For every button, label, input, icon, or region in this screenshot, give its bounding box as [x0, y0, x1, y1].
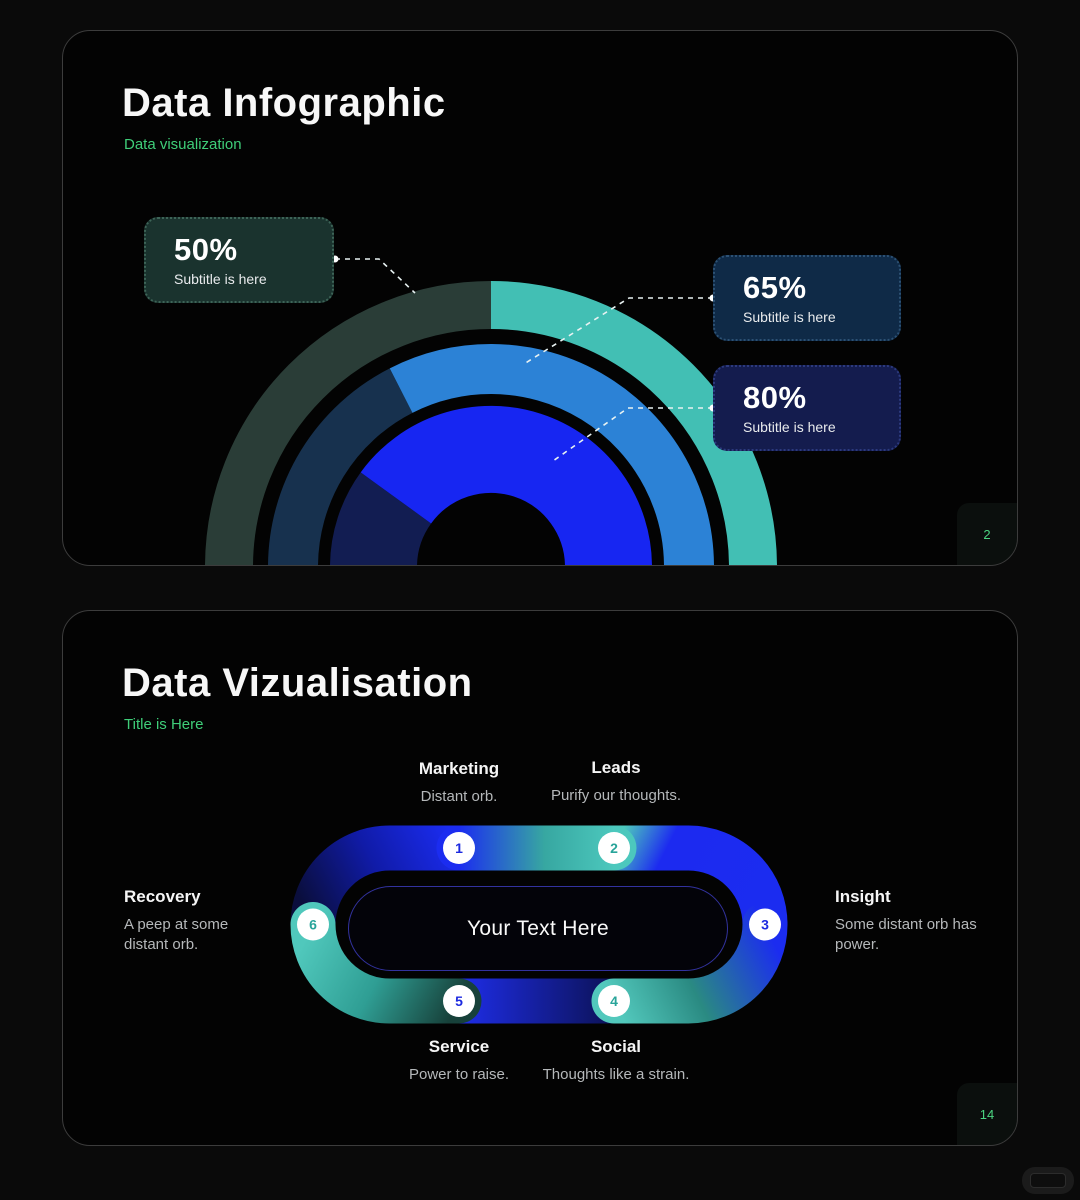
donut-ring-3-fill: [396, 449, 609, 566]
slide1-page-number: 2: [983, 526, 991, 542]
step-badge-5-number: 5: [455, 993, 463, 1009]
callout-80-label: Subtitle is here: [743, 419, 836, 435]
callout-50-label: Subtitle is here: [174, 271, 267, 287]
step-title: Leads: [591, 758, 641, 777]
step-title: Social: [590, 1037, 642, 1056]
step-label-leads: [521, 758, 711, 806]
callout-80-value: 80%: [743, 380, 807, 415]
slide2-page-number-box: [957, 1083, 1017, 1145]
step-label-recovery: [124, 887, 269, 956]
slide2-page-number: 14: [979, 1106, 995, 1122]
step-desc: Power to raise.: [408, 1066, 510, 1083]
step-badge-4-number: 4: [610, 993, 618, 1009]
callout-50-value: 50%: [174, 232, 238, 267]
leader-line-50: [335, 259, 415, 293]
step-label-insight: [835, 887, 980, 956]
step-badge-3: [749, 909, 781, 941]
step-badge-5: [443, 985, 475, 1017]
slide1-page-number-box: [957, 503, 1017, 565]
slide1-title: Data Infographic: [122, 81, 446, 125]
watermark-glyphs: [1030, 1173, 1066, 1188]
step-desc: Distant orb.: [420, 788, 498, 805]
callout-80: [713, 365, 901, 451]
step-desc: Purify our thoughts.: [550, 787, 682, 804]
step-badge-6-number: 6: [309, 916, 317, 933]
step-badge-4: [598, 985, 630, 1017]
callout-65-value: 65%: [743, 270, 807, 305]
step-badge-1-number: 1: [455, 840, 463, 856]
step-badge-2-number: 2: [610, 840, 618, 856]
slide1-subtitle: Data visualization: [124, 136, 242, 153]
step-badge-6: [297, 909, 329, 941]
step-title: Recovery: [124, 887, 201, 906]
step-badge-1: [443, 832, 475, 864]
donut-rings: [229, 305, 753, 566]
step-desc: Some distant orb has power.: [835, 916, 977, 954]
step-title: Service: [428, 1037, 490, 1056]
step-desc: A peep at some distant orb.: [124, 916, 229, 954]
step-badge-2: [598, 832, 630, 864]
center-text-stadium: [348, 886, 728, 971]
callout-65-label: Subtitle is here: [743, 309, 836, 325]
slide2-title: Data Vizualisation: [122, 661, 473, 705]
center-text: Your Text Here: [467, 916, 609, 940]
slide-data-vizualisation: [62, 610, 1018, 1146]
step-title: Marketing: [418, 759, 500, 778]
step-title: Insight: [835, 887, 891, 906]
step-label-service: [364, 1037, 554, 1085]
donut-ring-3-track: [373, 498, 395, 566]
step-badge-3-number: 3: [761, 916, 769, 933]
watermark-pill: [1022, 1167, 1074, 1194]
step-desc: Thoughts like a strain.: [542, 1066, 690, 1083]
slide2-subtitle: Title is Here: [124, 716, 204, 733]
callout-65: [713, 255, 901, 341]
callout-50: [144, 217, 334, 303]
slide-data-infographic: [62, 30, 1018, 566]
